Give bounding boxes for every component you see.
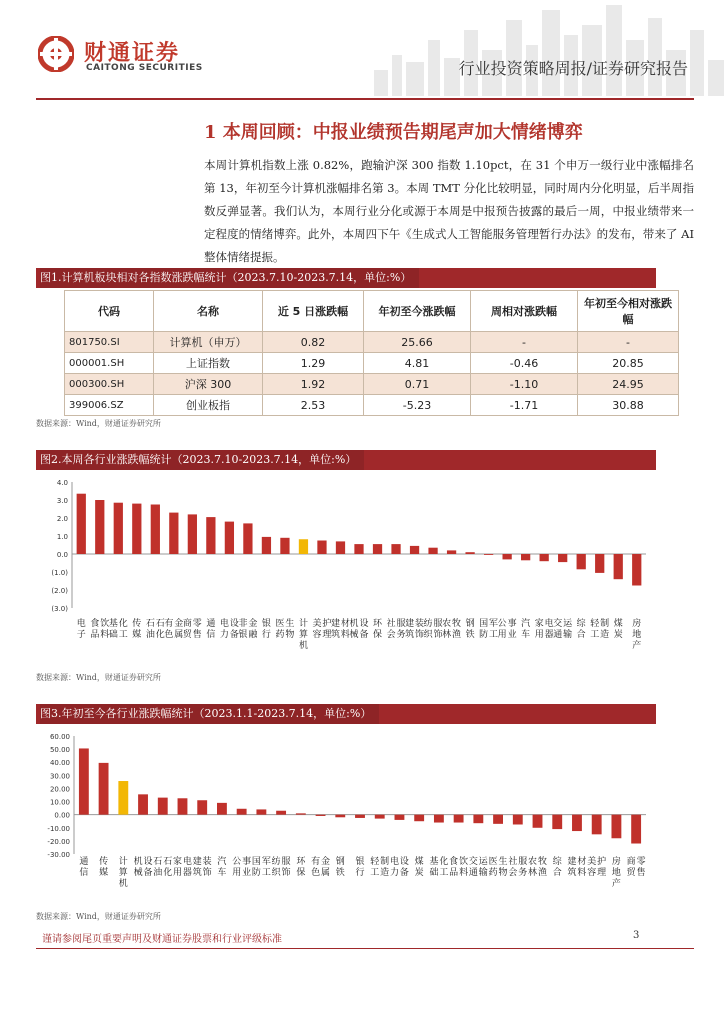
x-category-label: 商贸零售 [182, 619, 202, 640]
x-category-label: 环保 [373, 619, 383, 640]
caitong-logo-icon [38, 36, 74, 72]
table-cell: 801750.SI [65, 332, 154, 353]
y-tick-label: -10.00 [47, 824, 70, 833]
figure3-caption: 图3.年初至今各行业涨跌幅统计（2023.1.1-2023.7.14，单位:%） [40, 704, 379, 724]
bar-series [256, 809, 266, 814]
table-cell: 沪深 300 [154, 374, 263, 395]
bar-series [375, 815, 385, 819]
x-category-label: 有色金属 [164, 619, 184, 640]
x-category-label: 纺织服饰 [423, 619, 443, 640]
y-tick-label: 40.00 [49, 759, 70, 768]
bar-series [572, 815, 582, 831]
x-category-label: 交通运输 [553, 619, 573, 640]
x-category-label: 石油石化 [153, 857, 173, 878]
bar-series [197, 800, 207, 814]
bar-series [577, 554, 586, 569]
brand-name-en: CAITONG SECURITIES [86, 63, 203, 73]
x-category-label: 家用电器 [534, 619, 554, 640]
x-category-label: 建筑材料 [567, 857, 587, 878]
x-category-label: 通信 [79, 857, 89, 878]
x-category-label: 机械设备 [349, 619, 369, 640]
x-category-label: 基础化工 [108, 619, 128, 640]
bar-series [79, 748, 89, 814]
bar-series [552, 815, 562, 829]
table-cell: 25.66 [364, 332, 471, 353]
y-tick-label: 3.0 [56, 497, 68, 505]
y-tick-label: 2.0 [56, 515, 68, 523]
y-tick-label: 4.0 [56, 479, 68, 487]
table-header-cell: 年初至今相对涨跌幅 [578, 291, 679, 332]
bar-series [280, 538, 289, 554]
x-category-label: 综合 [576, 619, 586, 640]
table-cell: 2.53 [263, 395, 364, 416]
bar-series [169, 513, 178, 554]
footer-disclaimer: 谨请参阅尾页重要声明及财通证券股票和行业评级标准 [42, 934, 282, 945]
table-row [65, 374, 679, 395]
table-cell: - [578, 332, 679, 353]
y-tick-label: 10.00 [49, 798, 70, 807]
table-cell: 计算机（申万） [154, 332, 263, 353]
x-category-label: 轻工制造 [370, 857, 390, 878]
figure2-source: 数据来源：Wind，财通证券研究所 [36, 673, 161, 682]
bar-series [77, 494, 86, 554]
x-category-label: 石油石化 [145, 619, 165, 640]
table-header-cell: 名称 [154, 291, 263, 332]
figure2-caption: 图2.本周各行业涨跌幅统计（2023.7.10-2023.7.14，单位:%） [40, 450, 364, 470]
table-cell: 000001.SH [65, 353, 154, 374]
figure1-caption: 图1.计算机板块相对各指数涨跌幅统计（2023.7.10-2023.7.14，单位:%） [40, 268, 419, 288]
y-tick-label: (2.0) [51, 587, 68, 595]
x-category-label: 食品饮料 [449, 857, 469, 878]
table-cell: 399006.SZ [65, 395, 154, 416]
bar-series [243, 523, 252, 554]
bar-series [237, 809, 247, 815]
bar-series [614, 554, 623, 579]
bar-series [336, 541, 345, 554]
bar-series [632, 554, 641, 586]
bar-series [503, 554, 512, 559]
x-category-label: 环保 [296, 857, 306, 878]
x-category-label: 电力设备 [389, 857, 409, 878]
table-header-cell: 周相对涨跌幅 [471, 291, 578, 332]
table-cell: 000300.SH [65, 374, 154, 395]
table-cell: -5.23 [364, 395, 471, 416]
bar-series [158, 798, 168, 815]
figure1-caption-bar [36, 268, 656, 288]
x-category-label: 银行 [261, 619, 271, 640]
table-cell: 1.29 [263, 353, 364, 374]
bar-series [592, 815, 602, 835]
table-row [65, 395, 679, 416]
figure1-table [64, 290, 679, 416]
bar-series [447, 550, 456, 554]
table-row [65, 353, 679, 374]
figure3-bar-chart [36, 728, 656, 908]
bar-series [395, 815, 405, 820]
table-cell: 0.82 [263, 332, 364, 353]
x-category-label: 医药生物 [275, 619, 295, 640]
x-category-label: 家用电器 [173, 857, 192, 878]
bar-series [373, 544, 382, 554]
table-header-row [65, 291, 679, 332]
bar-series [217, 803, 227, 815]
x-category-label: 有色金属 [311, 857, 331, 878]
bar-series [611, 815, 621, 839]
bar-series [513, 815, 523, 825]
figure2-bar-chart [36, 474, 656, 670]
x-category-label: 公用事业 [232, 857, 252, 878]
bar-series [225, 522, 234, 554]
x-category-label: 房地产 [632, 619, 642, 651]
header-skyline-graphic [364, 0, 724, 96]
header-divider [36, 98, 694, 100]
bar-series [188, 514, 197, 554]
brand-name-cn: 财通证券 [84, 41, 181, 66]
y-tick-label: (1.0) [51, 569, 68, 577]
x-category-label: 煤炭 [414, 857, 424, 878]
x-category-label: 煤炭 [613, 619, 623, 640]
x-category-label: 传媒 [132, 619, 142, 640]
x-category-label: 纺织服饰 [271, 857, 291, 878]
bar-series [595, 554, 604, 573]
x-category-label: 通信 [206, 619, 216, 640]
x-category-label: 电子 [76, 619, 86, 640]
x-category-label: 食品饮料 [90, 619, 110, 640]
table-cell: 上证指数 [154, 353, 263, 374]
bar-series [335, 815, 345, 818]
figure1-source: 数据来源：Wind，财通证券研究所 [36, 419, 161, 428]
x-category-label: 公用事业 [497, 619, 517, 640]
bar-series [262, 537, 271, 554]
x-category-label: 国防军工 [251, 857, 271, 878]
bar-series [132, 504, 141, 554]
x-category-label: 农林牧渔 [528, 857, 547, 878]
bar-series [558, 554, 567, 562]
bar-series [631, 815, 641, 844]
bar-series [454, 815, 464, 823]
x-category-label: 综合 [552, 857, 562, 878]
bar-series [151, 505, 160, 555]
x-category-label: 社会服务 [386, 619, 406, 640]
x-category-label: 钢铁 [335, 857, 345, 878]
bar-series [138, 794, 148, 814]
table-cell: -0.46 [471, 353, 578, 374]
x-category-label: 建筑装饰 [192, 857, 212, 878]
x-category-label: 非银金融 [238, 619, 258, 640]
figure2-caption-bar [36, 450, 656, 470]
bar-series [206, 517, 215, 554]
bar-series [521, 554, 530, 560]
x-category-label: 社会服务 [508, 857, 528, 878]
bar-series [317, 541, 326, 555]
bar-series [473, 815, 483, 824]
y-tick-label: -20.00 [47, 837, 70, 846]
bar-series [99, 763, 109, 815]
bar-series [391, 544, 400, 554]
table-header-cell: 近 5 日涨跌幅 [263, 291, 364, 332]
x-category-label: 农林牧渔 [442, 619, 462, 640]
bar-series [276, 811, 286, 815]
table-cell: -1.71 [471, 395, 578, 416]
y-tick-label: 60.00 [49, 733, 70, 741]
table-cell: -1.10 [471, 374, 578, 395]
x-category-label: 建筑材料 [331, 619, 350, 640]
bar-series [114, 503, 123, 554]
x-category-label: 电力设备 [219, 619, 239, 640]
bar-series [428, 548, 437, 554]
bar-series [355, 815, 365, 818]
bar-highlight [118, 781, 128, 815]
bar-series [484, 554, 493, 555]
footer-divider [36, 948, 694, 949]
y-tick-label: (3.0) [51, 605, 68, 613]
table-header-cell: 代码 [65, 291, 154, 332]
bar-series [434, 815, 444, 823]
x-category-label: 商贸零售 [626, 857, 646, 878]
table-cell: 24.95 [578, 374, 679, 395]
x-category-label: 计算机 [118, 857, 128, 889]
x-category-label: 建筑装饰 [405, 619, 425, 640]
y-tick-label: 30.00 [49, 772, 70, 781]
x-category-label: 钢铁 [465, 619, 475, 640]
x-category-label: 美容护理 [587, 857, 607, 878]
x-category-label: 传媒 [99, 857, 109, 878]
bar-series [414, 815, 424, 822]
x-category-label: 机械设备 [133, 857, 153, 878]
bar-series [178, 798, 188, 814]
table-cell: - [471, 332, 578, 353]
y-tick-label: 0.0 [56, 551, 68, 559]
y-tick-label: 50.00 [49, 746, 70, 755]
x-category-label: 房地产 [611, 857, 621, 889]
table-row [65, 332, 679, 353]
figure3-caption-bar [36, 704, 656, 724]
bar-series [316, 815, 326, 816]
y-tick-label: 0.00 [54, 811, 70, 820]
y-tick-label: 20.00 [49, 785, 70, 794]
y-tick-label: 1.0 [56, 533, 68, 541]
x-category-label: 医药生物 [488, 857, 508, 878]
x-category-label: 汽车 [217, 857, 227, 878]
bar-series [540, 554, 549, 561]
x-category-label: 计算机 [298, 619, 308, 651]
table-cell: 创业板指 [154, 395, 263, 416]
bar-series [533, 815, 543, 828]
bar-series [354, 544, 363, 554]
bar-highlight [299, 539, 308, 554]
y-tick-label: -30.00 [47, 851, 70, 859]
table-cell: 0.71 [364, 374, 471, 395]
section-title: 1 本周回顾：中报业绩预告期尾声加大情绪博弈 [204, 122, 583, 143]
section-paragraph: 本周计算机指数上涨 0.82%，跑输沪深 300 指数 1.10pct，在 31 个申万一级行业中涨幅排名第 13，年初至今计算机涨幅排名第 3。本周 TMT 分化比较明显，同时周内分化明显，后半周指数反弹显著。我们认为，本周行业分化或源于本周是中报预告披露的最后一周，中报业绩带来一定程度的情绪博弈。此外，本周四下午《生成式人工智能服务管理暂行办法》的发布，带来了 AI 整体情绪提振。 [204, 158, 694, 264]
x-category-label: 基础化工 [429, 857, 449, 878]
x-category-label: 交通运输 [468, 857, 488, 878]
page-number: 3 [633, 930, 640, 941]
x-category-label: 银行 [355, 857, 365, 878]
x-category-label: 轻工制造 [590, 619, 610, 640]
x-category-label: 国防军工 [479, 619, 499, 640]
table-cell: 30.88 [578, 395, 679, 416]
bar-series [296, 813, 306, 814]
x-category-label: 汽车 [521, 619, 531, 640]
figure3-source: 数据来源：Wind，财通证券研究所 [36, 912, 161, 921]
x-category-label: 美容护理 [312, 619, 332, 640]
report-type: 行业投资策略周报/证券研究报告 [458, 59, 688, 78]
bar-series [493, 815, 503, 824]
table-header-cell: 年初至今涨跌幅 [364, 291, 471, 332]
table-cell: 4.81 [364, 353, 471, 374]
table-cell: 20.85 [578, 353, 679, 374]
table-cell: 1.92 [263, 374, 364, 395]
bar-series [465, 552, 474, 554]
bar-series [410, 546, 419, 554]
bar-series [95, 500, 104, 554]
